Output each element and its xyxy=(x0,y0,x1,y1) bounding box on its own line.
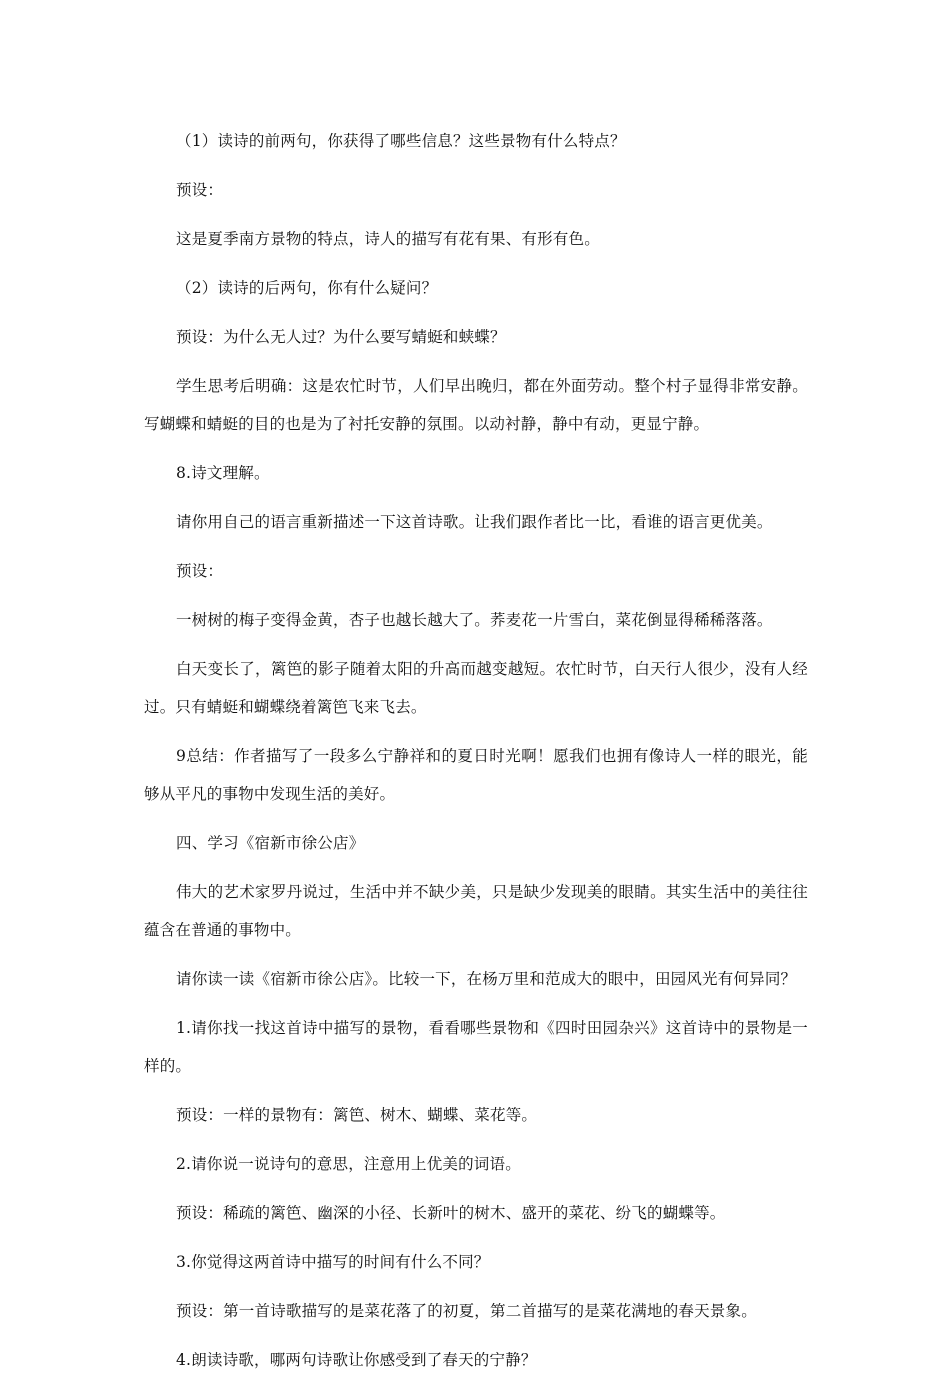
paragraph: 9总结：作者描写了一段多么宁静祥和的夏日时光啊！愿我们也拥有像诗人一样的眼光，能够从平凡的事物中发现生活的美好。 xyxy=(144,747,808,803)
paragraph: 1.请你找一找这首诗中描写的景物，看看哪些景物和《四时田园杂兴》这首诗中的景物是一样的。 xyxy=(144,1019,808,1075)
section-heading: 四、学习《宿新市徐公店》 xyxy=(176,834,365,852)
paragraph: 3.你觉得这两首诗中描写的时间有什么不同？ xyxy=(176,1253,490,1271)
paragraph: 预设：一样的景物有：篱笆、树木、蝴蝶、菜花等。 xyxy=(176,1106,538,1124)
paragraph: 2.请你说一说诗句的意思，注意用上优美的词语。 xyxy=(176,1155,521,1173)
paragraph: 伟大的艺术家罗丹说过，生活中并不缺少美，只是缺少发现美的眼睛。其实生活中的美往往蕴含在普通的事物中。 xyxy=(144,883,808,939)
paragraph: 白天变长了，篱笆的影子随着太阳的升高而越变越短。农忙时节，白天行人很少，没有人经过。只有蜻蜓和蝴蝶绕着篱笆飞来飞去。 xyxy=(144,660,808,716)
document-body xyxy=(144,122,808,1379)
paragraph: 学生思考后明确：这是农忙时节，人们早出晚归，都在外面劳动。整个村子显得非常安静。写蝴蝶和蜻蜓的目的也是为了衬托安静的氛围。以动衬静，静中有动，更显宁静。 xyxy=(144,377,808,433)
paragraph: 预设： xyxy=(176,562,224,580)
paragraph: 预设：稀疏的篱笆、幽深的小径、长新叶的树木、盛开的菜花、纷飞的蝴蝶等。 xyxy=(176,1204,726,1222)
paragraph: 预设： xyxy=(176,181,224,199)
paragraph: 4.朗读诗歌，哪两句诗歌让你感受到了春天的宁静？ xyxy=(176,1351,537,1369)
paragraph: 一树树的梅子变得金黄，杏子也越长越大了。荞麦花一片雪白，菜花倒显得稀稀落落。 xyxy=(176,611,773,629)
paragraph: 预设：第一首诗歌描写的是菜花落了的初夏，第二首描写的是菜花满地的春天景象。 xyxy=(176,1302,757,1320)
paragraph: （2）读诗的后两句，你有什么疑问？ xyxy=(176,279,438,297)
paragraph: 预设：为什么无人过？为什么要写蜻蜓和蛱蝶？ xyxy=(176,328,506,346)
paragraph: 8.诗文理解。 xyxy=(176,464,270,482)
paragraph: 请你用自己的语言重新描述一下这首诗歌。让我们跟作者比一比，看谁的语言更优美。 xyxy=(176,513,773,531)
paragraph: （1）读诗的前两句，你获得了哪些信息？这些景物有什么特点？ xyxy=(176,132,626,150)
paragraph: 请你读一读《宿新市徐公店》。比较一下，在杨万里和范成大的眼中，田园风光有何异同？ xyxy=(176,970,797,988)
paragraph: 这是夏季南方景物的特点，诗人的描写有花有果、有形有色。 xyxy=(176,230,600,248)
